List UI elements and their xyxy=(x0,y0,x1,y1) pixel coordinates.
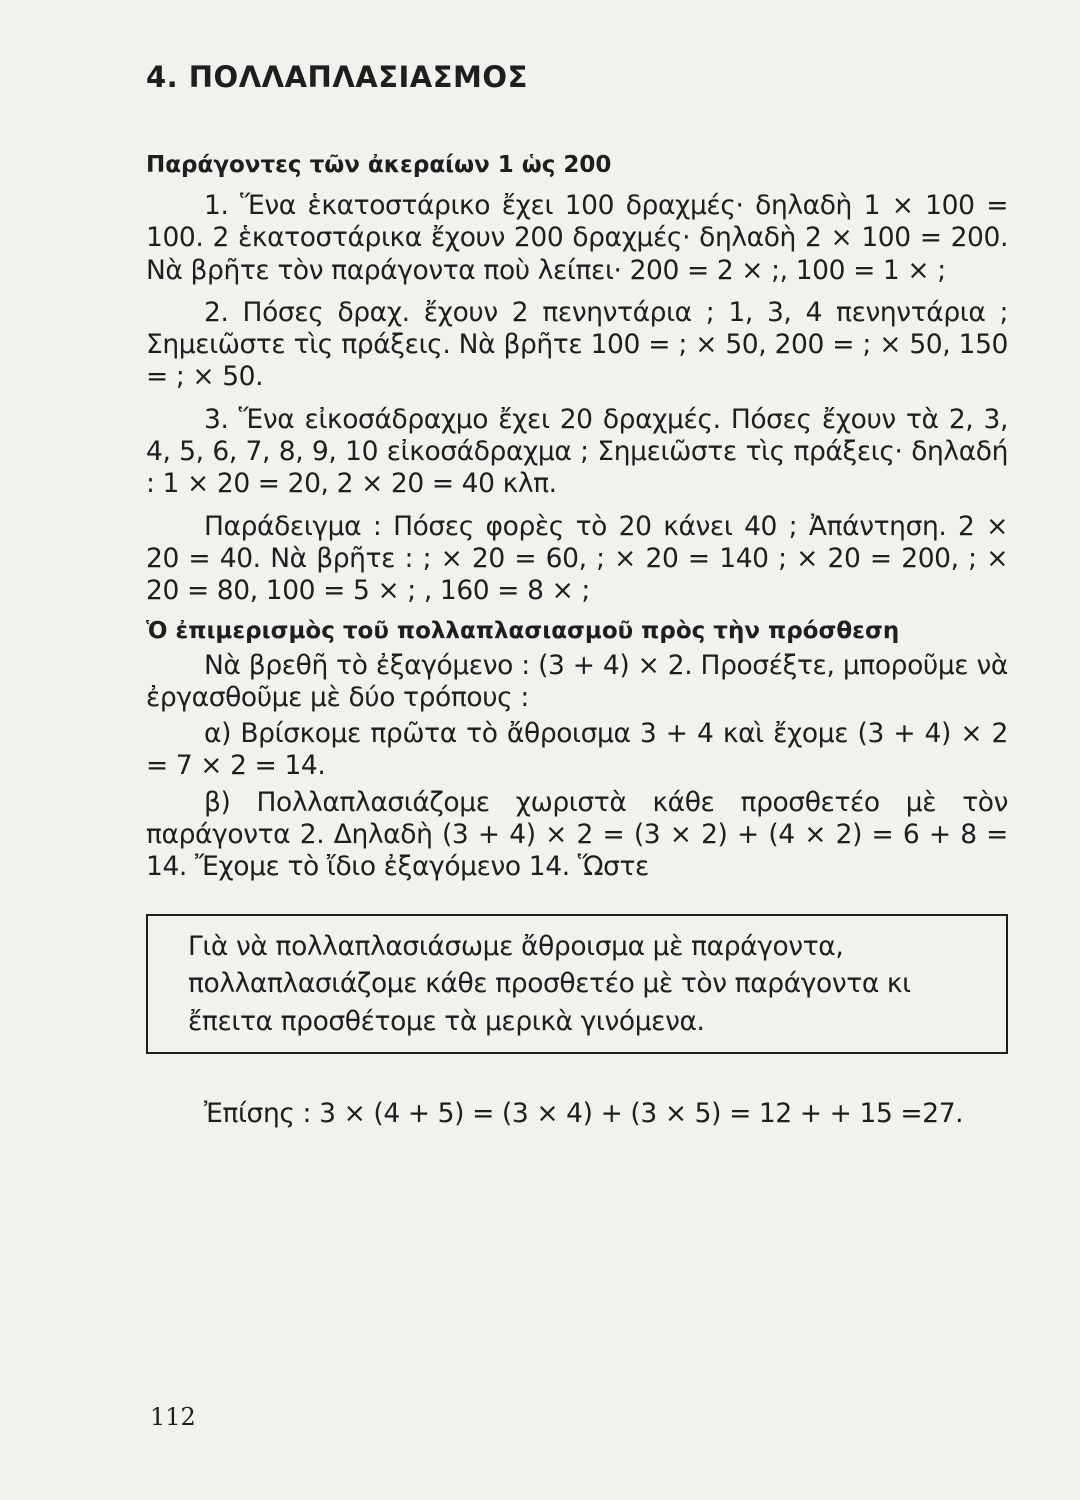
exercise-1: 1. Ἕνα ἑκατοστάρικο ἔχει 100 δραχμές· δηλαδὴ 1 × 100 = 100. 2 ἑκατοστάρικα ἔχουν 200 δραχμές· δηλαδὴ 2 × 100 = 200. Νὰ βρῆτε τὸν παράγοντα ποὺ λείπει· 200 = 2 × ;, 100 = 1 × ; xyxy=(146,190,1008,286)
example-paragraph: Παράδειγμα : Πόσες φορὲς τὸ 20 κάνει 40 ; Ἀπάντηση. 2 × 20 = 40. Νὰ βρῆτε : ; × 20 = 60, ; × 20 = 140 ; × 20 = 200, ; × 20 = 80, 100 = 5 × ; , 160 = 8 × ; xyxy=(146,510,1008,607)
page-number: 112 xyxy=(150,1403,196,1431)
exercise-2: 2. Πόσες δραχ. ἔχουν 2 πενηντάρια ; 1, 3, 4 πενηντάρια ; Σημειῶστε τὶς πράξεις. Νὰ βρῆτε 100 = ; × 50, 200 = ; × 50, 150 = ; × 50. xyxy=(146,296,1008,393)
rule-box xyxy=(146,914,1008,1055)
section-heading-factors: Παράγοντες τῶν ἀκεραίων 1 ὡς 200 xyxy=(146,152,612,178)
rule-text: Γιὰ νὰ πολλαπλασιάσωμε ἄθροισμα μὲ παράγοντα, πολλαπλασιάζομε κάθε προσθετέο μὲ τὸν παράγοντα κι ἔπειτα προσθέτομε τὰ μερικὰ γινόμενα. xyxy=(188,930,911,1037)
book-page xyxy=(146,60,1008,1140)
exercise-3: 3. Ἕνα εἰκοσάδραχμο ἔχει 20 δραχμές. Πόσες ἔχουν τὰ 2, 3, 4, 5, 6, 7, 8, 9, 10 εἰκοσάδραχμα ; Σημειῶστε τὶς πράξεις· δηλαδή : 1 × 20 = 20, 2 × 20 = 40 κλπ. xyxy=(146,403,1008,500)
closing-example: Ἐπίσης : 3 × (4 + 5) = (3 × 4) + (3 × 5) = 12 + + 15 =27. xyxy=(204,1098,964,1130)
method-a: α) Βρίσκομε πρῶτα τὸ ἄθροισμα 3 + 4 καὶ ἔχομε (3 + 4) × 2 = 7 × 2 = 14. xyxy=(146,718,1008,782)
method-b: β) Πολλαπλασιάζομε χωριστὰ κάθε προσθετέο μὲ τὸν παράγοντα 2. Δηλαδὴ (3 + 4) × 2 = (3 × 2) + (4 × 2) = 6 + 8 = 14. Ἔχομε τὸ ἴδιο ἐξαγόμενο 14. Ὥστε xyxy=(146,786,1008,883)
distributive-intro: Νὰ βρεθῆ τὸ ἐξαγόμενο : (3 + 4) × 2. Προσέξτε, μποροῦμε νὰ ἐργασθοῦμε μὲ δύο τρόπους : xyxy=(146,649,1008,713)
chapter-title: 4. ΠΟΛΛΑΠΛΑΣΙΑΣΜΟΣ xyxy=(146,60,528,94)
section-heading-distributive: Ὁ ἐπιμερισμὸς τοῦ πολλαπλασιασμοῦ πρὸς τὴν πρόσθεση xyxy=(146,617,900,644)
